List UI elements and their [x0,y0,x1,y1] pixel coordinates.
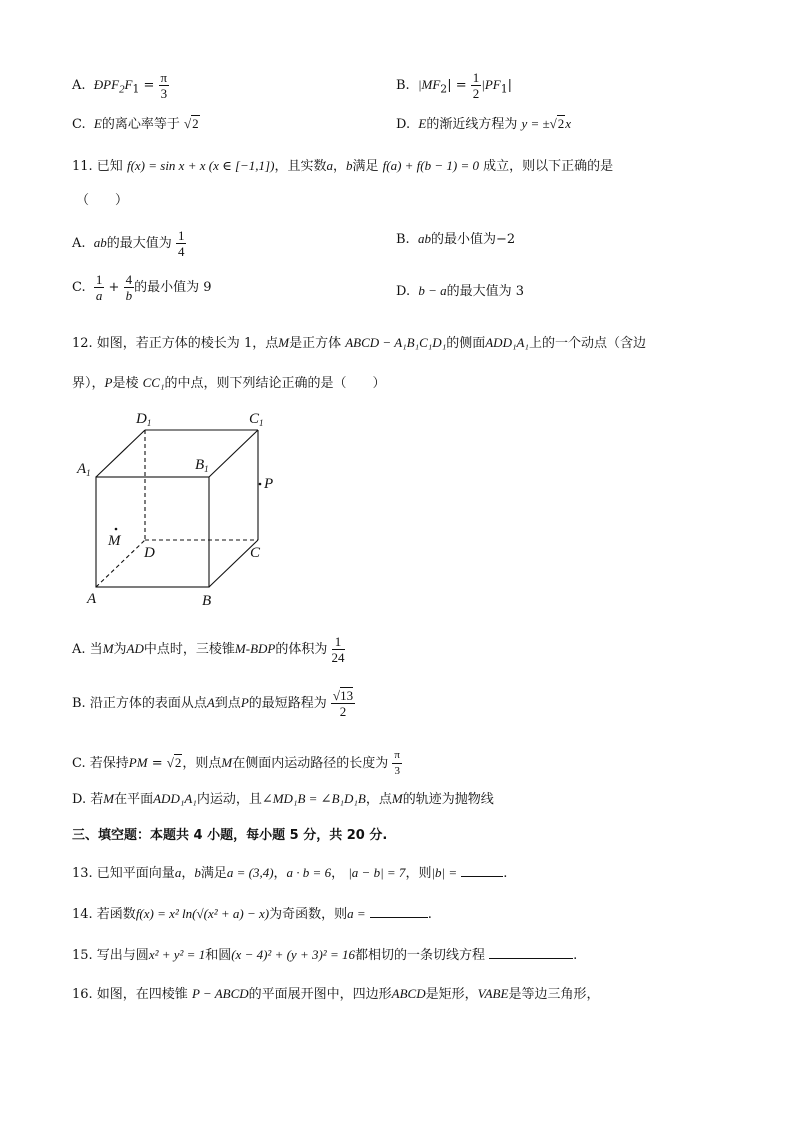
numerator: π [392,748,402,764]
label-c: C [250,545,261,561]
numerator: 1 [177,228,185,243]
fraction [124,272,135,303]
denominator: 2 [339,704,347,719]
option-text: 的最大值为 3 [446,284,525,299]
stem-text: 上的一个动点（含边 [528,336,646,351]
stem-text: 的平面展开图中，四边形 [248,987,392,1002]
abs-expr: |MF [417,77,441,92]
radicand: 2 [192,116,199,131]
denominator: 4 [177,244,185,259]
segment: AD [126,641,144,656]
answer-paren: （ ） [76,193,129,208]
stem-text: 是棱 [112,376,139,391]
formula: ∠MD₁B = ∠B₁D₁B [261,791,366,806]
formula: b − a [418,283,447,298]
option-value: −2 [495,232,516,247]
option-letter: C. [72,280,86,295]
answer-blank[interactable] [461,876,503,877]
equals-sign: = [455,78,467,93]
option-text: 为 [113,642,127,657]
stem-text: ，且实数 [274,159,327,174]
formula: y = ± [521,116,550,131]
option-letter: B. [396,232,410,247]
formula: ab [93,235,107,250]
option-text: ，点 [365,792,392,807]
fraction [176,228,187,259]
fraction [331,688,355,719]
stem-text: 是矩形， [425,987,478,1002]
option-text: 在侧面内运动路径的长度为 [232,756,389,771]
option-letter: A. [72,78,86,93]
label-b: B [202,593,212,609]
comma: ， [273,866,287,881]
stem-text: ，则 [405,866,432,881]
subscript: 2 [119,83,125,96]
answer-blank[interactable] [489,958,573,959]
q10-option-c [72,115,200,134]
fraction [471,70,482,101]
abs-bar: | [447,78,452,93]
q10-option-a [72,70,169,101]
radicand: 13 [340,688,354,703]
q12-option-d [72,790,494,809]
subscript: 1 [500,82,508,96]
stem-text: 为奇函数，则 [269,907,348,922]
formula: f(a) + f(b − 1) = 0 [382,158,479,173]
option-text: 沿正方体的表面从点 [89,696,207,711]
formula: |b| = [431,865,458,880]
formula: ABCD − A₁B₁C₁D₁ [345,335,447,350]
variable: P [104,375,113,390]
q14 [72,905,432,924]
stem-text: 和圆 [205,948,232,963]
variable: M [221,755,233,770]
formula: ADD₁A₁ [153,791,197,806]
option-letter: B. [72,696,86,711]
option-letter: A. [72,642,86,657]
label-b1: $B_1$ [195,457,209,474]
edge-a1-d1 [96,430,145,477]
sqrt-sign: √ [332,688,341,703]
vector: b [194,865,201,880]
sqrt [184,115,200,131]
sqrt-sign: √ [549,116,557,131]
q13 [72,864,507,883]
question-number: 11. 已知 [72,159,123,174]
segment: PM [128,755,148,770]
q11-option-a [72,228,186,259]
formula: ABCD [391,986,426,1001]
numerator: π [160,70,168,85]
question-number: 14. 若函数 [72,907,136,922]
subscript: 2 [440,82,448,96]
denominator: 3 [394,765,400,777]
option-text: 当 [89,642,103,657]
denominator: 2 [472,86,480,101]
period: . [503,866,508,881]
formula: VABE [477,986,509,1001]
stem-text: 满足 [352,159,379,174]
option-text: ，则点 [182,756,222,771]
option-text: 中点时，三棱锥 [143,642,235,657]
angle-expr-mid: F [124,77,133,92]
period: . [427,907,432,922]
variable: P [240,695,249,710]
formula: ADD₁A₁ [485,335,529,350]
option-letter: D. [72,792,87,807]
stem-text: 都相切的一条切线方程 [354,948,485,963]
question-number: 13. 已知平面向量 [72,866,175,881]
q12-stem-line2 [72,374,386,393]
denominator: b [125,288,133,303]
point-p-dot [259,483,262,486]
formula: x² + y² = 1 [148,947,206,962]
formula: ab [417,231,431,246]
sqrt [167,754,183,770]
abs-expr: |PF [481,77,501,92]
variable: A [206,695,215,710]
option-text: 的体积为 [275,642,328,657]
comma: ， [332,159,346,174]
stem-text: 12. 如图，若正方体的棱长为 1，点 [72,336,279,351]
option-letter: C. [72,117,86,132]
point-m-dot [115,528,118,531]
variable: E [93,116,102,131]
option-text: 在平面 [114,792,154,807]
numerator: 1 [332,634,345,650]
radicand: 2 [557,116,565,131]
comma: ， [331,866,345,881]
numerator: 1 [95,272,103,287]
option-letter: B. [396,78,410,93]
formula: a = (3,4) [226,865,274,880]
numerator: 1 [472,70,480,85]
answer-blank[interactable] [370,917,428,918]
formula: M-BDP [234,641,276,656]
variable: M [278,335,290,350]
q12-option-c [72,748,402,779]
label-a: A [87,591,97,607]
q16 [72,985,599,1004]
formula: a · b = 6 [286,865,332,880]
label-a1: $A_1$ [77,461,91,478]
numerator: 4 [125,272,133,287]
label-c1: $C_1$ [249,411,264,428]
label-d1: $D_1$ [136,411,152,428]
question-number: 16. 如图，在四棱锥 [72,987,188,1002]
option-letter: D. [396,117,411,132]
q11-option-b [396,230,515,249]
formula: f(x) = sin x + x (x ∈ [−1,1]) [126,158,275,173]
formula-tail: x [565,116,572,131]
hidden-edge-a-d [96,540,145,587]
variable: a [326,158,333,173]
formula: P − ABCD [191,986,249,1001]
fraction [332,634,345,665]
period: . [573,948,578,963]
q12-option-a [72,634,345,665]
option-text: 到点 [214,696,241,711]
stem-text: 的中点，则下列结论正确的是（ ） [164,376,386,391]
q11-option-c [72,272,211,303]
angle-expr: ÐPF [93,77,120,92]
q10-option-d [396,115,571,134]
option-text: 的离心率等于 [101,117,180,132]
equals-sign: = [143,78,155,93]
numerator [331,688,355,704]
sqrt [550,115,566,131]
label-m: M [108,533,121,549]
option-letter: D. [396,284,411,299]
q11-option-d [396,282,524,301]
denominator: a [95,288,103,303]
variable: E [418,116,427,131]
edge-b1-c1 [209,430,258,477]
denominator: 3 [160,86,168,101]
option-text: 若 [90,792,104,807]
question-number: 15. 写出与圆 [72,948,149,963]
label-d: D [144,545,155,561]
formula: |a − b| = 7 [348,865,406,880]
stem-text: 成立，则以下正确的是 [483,159,614,174]
comma: ， [181,866,195,881]
fraction [392,748,402,779]
q15 [72,946,577,965]
plus-sign: + [108,280,120,295]
stem-text: 满足 [200,866,227,881]
option-text: 的轨迹为抛物线 [402,792,494,807]
q12-option-b [72,688,355,719]
q10-option-b [396,70,512,101]
equals-sign: = [151,756,163,771]
stem-text: 界）， [72,376,105,391]
stem-text: 的侧面 [446,336,486,351]
formula: f(x) = x² ln(√(x² + a) − x) [135,906,270,921]
stem-text: 是正方体 [289,336,342,351]
option-text: 内运动，且 [196,792,262,807]
denominator: 24 [331,650,345,665]
option-text: 的最小值为 [430,232,496,247]
vector: a [174,865,182,880]
option-text: 的最小值为 9 [134,280,212,295]
fraction [94,272,105,303]
subscript: 1 [132,82,140,96]
stem-text: 是等边三角形， [508,987,600,1002]
label-p: P [264,476,274,492]
sqrt-sign: √ [184,116,192,131]
radicand: 2 [174,755,182,770]
q12-stem-line1 [72,334,646,353]
formula: (x − 4)² + (y + 3)² = 16 [231,947,355,962]
formula: a = [347,906,366,921]
variable: M [391,791,403,806]
abs-bar: | [507,78,513,93]
formula: CC₁ [142,375,165,390]
variable: M [103,791,115,806]
variable: b [345,158,353,173]
option-text: 的最短路程为 [248,696,327,711]
option-text: 若保持 [89,756,129,771]
q11-stem [72,157,613,176]
option-text: 的渐近线方程为 [426,117,518,132]
cube-figure [72,405,292,615]
sqrt-sign: √ [166,755,174,770]
option-letter: A. [72,236,86,251]
fraction [159,70,170,101]
variable: M [102,641,114,656]
option-letter: C. [72,756,86,771]
section-heading: 三、填空题：本题共 4 小题，每小题 5 分，共 20 分. [72,828,388,843]
option-text: 的最大值为 [106,236,172,251]
